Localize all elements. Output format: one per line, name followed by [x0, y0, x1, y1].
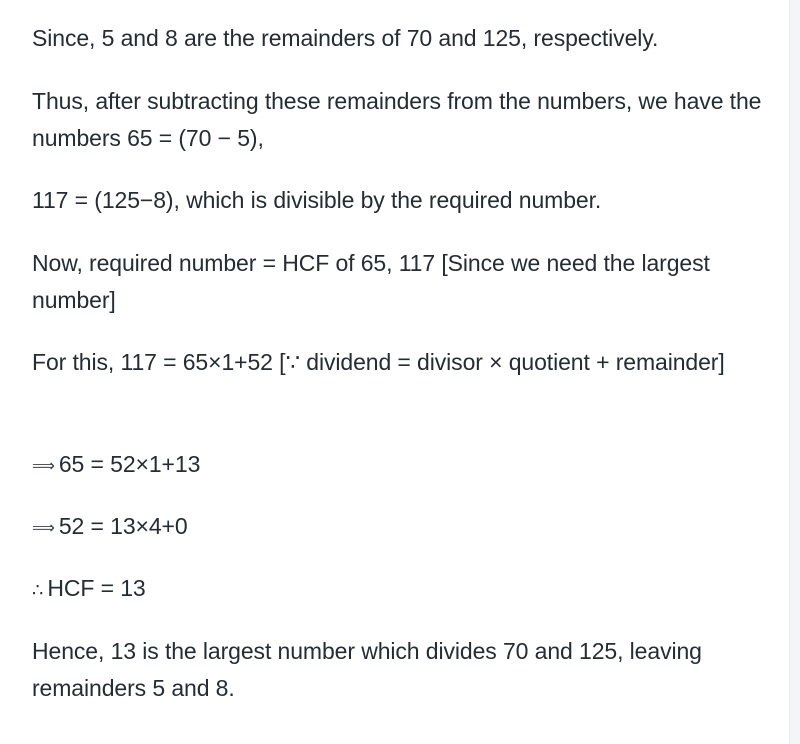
implies-arrow-icon: ⟹	[32, 520, 55, 537]
statement-division-step: For this, 117 = 65×1+52 [∵ dividend = divisor × quotient + remainder]	[32, 349, 725, 375]
statement-remainders: Since, 5 and 8 are the remainders of 70 and 125, respectively.	[32, 25, 659, 51]
statement-divisible: 117 = (125−8), which is divisible by the required number.	[32, 187, 602, 213]
step-line-2	[32, 508, 772, 547]
result-line	[32, 570, 772, 609]
therefore-symbol-icon: ∴	[32, 580, 44, 600]
step-2-equation: 52 = 13×4+0	[58, 513, 188, 539]
statement-subtracting: Thus, after subtracting these remainders from the numbers, we have the numbers 65 = (70 − 5),	[32, 88, 768, 151]
hcf-result: HCF = 13	[47, 575, 146, 601]
statement-hcf-required: Now, required number = HCF of 65, 117 [Since we need the largest number]	[32, 250, 717, 313]
implies-arrow-icon: ⟹	[32, 458, 55, 475]
step-line-1	[32, 446, 772, 485]
step-1-equation: 65 = 52×1+13	[58, 451, 201, 477]
conclusion: Hence, 13 is the largest number which divides 70 and 125, leaving remainders 5 and 8.	[32, 638, 709, 701]
